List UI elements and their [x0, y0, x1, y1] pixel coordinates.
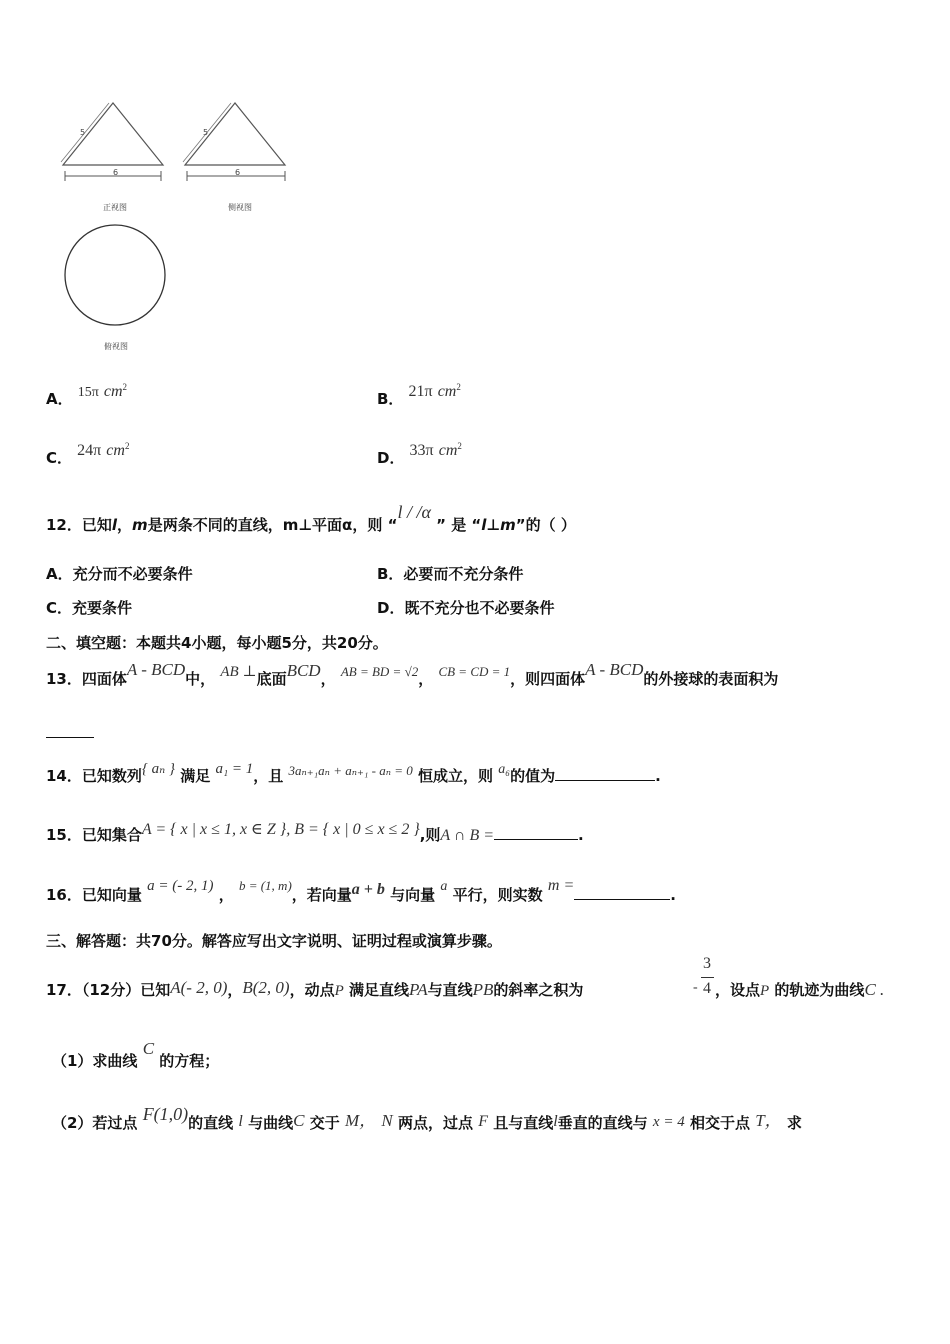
section-3-heading: 三、解答题：共70分。解答应写出文字说明、证明过程或演算步骤。	[46, 932, 502, 950]
side-view	[183, 103, 285, 181]
front-slant-label: 5	[80, 128, 86, 137]
q11-option-d: D． 33π $cm^2$	[377, 440, 462, 467]
front-caption: 正视图	[103, 203, 127, 212]
fraction-bar	[701, 977, 714, 978]
side-caption: 侧视图	[228, 203, 252, 212]
side-base-label: 6	[235, 168, 241, 177]
q15-answer-blank[interactable]	[494, 825, 578, 840]
q17-part1: （1）求曲线 C 的方程；	[52, 1039, 220, 1070]
top-caption: 俯视图	[104, 342, 128, 351]
front-view	[61, 103, 163, 181]
three-view-figure	[55, 95, 300, 360]
q12-option-d: D．既不充分也不必要条件	[377, 599, 555, 617]
q13-stem: 13．四面体A - BCD中， AB ⊥底面BCD， AB = BD = √2， CB = CD = 1，则四面体A - BCD的外接球的表面积为	[46, 660, 779, 688]
q11-option-b: B． 21π $cm^2$	[377, 381, 461, 408]
q14-answer-blank[interactable]	[555, 766, 655, 781]
q12-option-c: C．充要条件	[46, 599, 133, 617]
q12-option-a: A．充分而不必要条件	[46, 565, 193, 583]
q13-answer-blank[interactable]	[46, 737, 94, 738]
q14-stem: 14．已知数列{ aₙ } 满足 a₁ = 1，且 3aₙ₊₁aₙ + aₙ₊₁ - aₙ = 0 恒成立，则 a₆的值为 .	[46, 761, 661, 785]
top-view-circle	[65, 225, 165, 325]
q17-part2: （2）若过点 F(1,0)的直线 l 与曲线C 交于 M， N 两点，过点 F 且与直线l垂直的直线与 x = 4 相交于点 T， 求	[52, 1104, 802, 1132]
q16-stem: 16．已知向量 a = (- 2, 1) ， b = (1, m)，若向量a + b 与向量 a 平行，则实数 m =.	[46, 877, 676, 904]
q17-stem: 17．（12分）已知A(- 2, 0)，B(2, 0)，动点P 满足直线PA与直线PB的斜率之积为	[46, 978, 584, 999]
front-base-label: 6	[113, 168, 119, 177]
q11-option-c: C． 24π $cm^2$	[46, 440, 130, 467]
q16-answer-blank[interactable]	[574, 885, 670, 900]
side-slant-label: 5	[203, 128, 209, 137]
q17-stem-tail: ，设点P 的轨迹为曲线C .	[715, 980, 885, 999]
q12-option-b: B．必要而不充分条件	[377, 565, 524, 583]
q15-stem: 15．已知集合A = { x | x ≤ 1, x ∈ Z }, B = { x | 0 ≤ x ≤ 2 },则A ∩ B = .	[46, 821, 584, 844]
section-2-heading: 二、填空题：本题共4小题，每小题5分，共20分。	[46, 634, 388, 652]
q11-option-a: A． 15π $cm^2$	[46, 381, 128, 408]
q12-stem: 12．已知l，m是两条不同的直线，m⊥平面α，则 “l / /α ” 是 “l⊥m”的（ ）	[46, 502, 576, 534]
